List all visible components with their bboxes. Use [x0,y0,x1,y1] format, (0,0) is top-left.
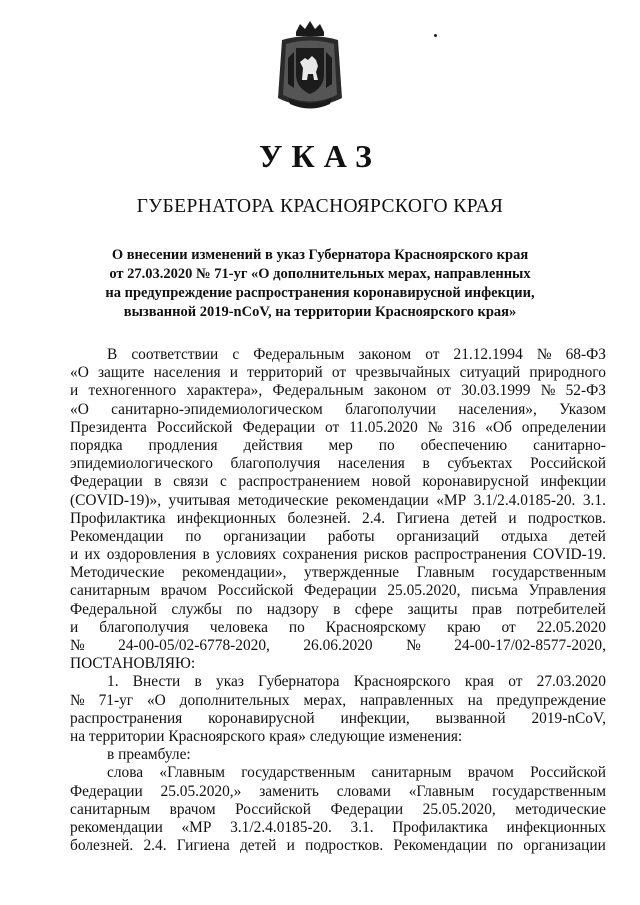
body-word: болезней. [70,837,134,855]
body-word: определении [521,418,606,436]
body-line [70,637,606,655]
body-line [70,401,606,419]
body-word: 2019-nCoV, [531,709,606,727]
body-word: Главным [416,564,475,582]
body-word: слова [107,764,144,782]
body-word: характера», [186,382,263,400]
body-word: Методические [70,564,165,582]
body-word: и [70,382,79,400]
body-word: Рекомендации [393,837,487,855]
body-word: и [286,837,295,855]
body-line [70,437,606,455]
body-word: указ [216,673,244,691]
body-word: Федеральным [253,346,345,363]
body-word: 30.03.1999 [461,382,531,400]
body-word: 2.4. [362,509,386,527]
body-word: № [540,382,556,400]
body-word: детей [569,527,606,545]
body-word: человека [209,618,268,636]
body-word: подростков. [305,837,384,855]
body-word: от [436,382,451,400]
body-word: Управления [528,582,606,600]
body-word: в [154,473,162,491]
body-word: заменить [259,782,319,800]
body-word: «О [70,364,89,382]
body-word: «Главным [159,764,225,782]
body-line [70,492,606,510]
body-word: государственным [241,764,356,782]
body-word: 11.05.2020 [349,418,418,436]
body-line [70,528,606,546]
body-line [70,673,606,691]
body-word: в [333,600,341,618]
body-word: коронавирусной [208,709,315,727]
body-word: № [70,637,85,654]
body-word: санитарным [70,800,151,818]
body-word: детей [239,837,277,855]
body-word: Российской [530,764,606,782]
body-word: 21.12.1994 [453,346,523,363]
body-word: их [84,546,101,564]
body-word: техногенного [88,382,177,400]
body-line [70,364,606,382]
body-word: рекомендации [70,818,163,836]
body-word: чрезвычайных [355,364,451,382]
body-line [70,764,606,782]
body-word: учитывая [168,491,231,509]
body-word: словами [336,782,391,800]
decree-heading [70,246,570,322]
body-word: письма [471,582,518,600]
body-word: порядка [70,436,123,454]
body-line [70,564,606,582]
body-word: субъектах [447,455,513,473]
heading-line: от 27.03.2020 № 71-уг «О дополнительных мерах, направленных [109,266,531,282]
body-word: Профилактика [392,818,488,836]
body-word: территорий [247,364,323,382]
body-word: и [70,618,79,636]
body-word: методические [237,491,329,509]
body-word: с [220,473,227,491]
body-word: государственным [492,782,606,800]
body-line [70,692,606,710]
body-word: направленных [359,691,454,709]
body-word: с [232,346,240,363]
body-word: № [406,637,421,654]
body-word: и [70,546,79,564]
body-word: государственным [492,564,606,582]
body-word: Федеральным [272,382,364,400]
body-word: 24-00-05/02-6778-2020, [118,637,270,654]
body-line [70,382,606,400]
body-word: законом [358,346,412,363]
decree-body [70,346,606,855]
body-word: врачом [467,764,514,782]
body-word: краю [447,618,481,636]
body-word: населения [337,455,405,473]
body-word: населения [153,364,221,382]
body-word: по [378,436,395,454]
body-line [70,710,606,728]
heading-line: О внесении изменений в указ Губернатора Красноярского края [111,247,529,263]
body-line [70,546,606,564]
body-word: Российской [217,582,294,600]
body-word: Указом [559,400,606,418]
body-line: на территории Красноярского края» следующие изменения: [70,727,463,745]
scan-speck [434,34,437,37]
body-word: действия [243,436,303,454]
body-line [70,837,606,855]
issuer-title: ГУБЕРНАТОРА КРАСНОЯРСКОГО КРАЯ [136,196,504,217]
body-word: инфекции [540,473,606,491]
body-word: 22.05.2020 [536,618,606,636]
body-word: защиты [407,600,458,618]
body-word: распространением [238,473,361,491]
body-word: Федеральной [70,600,157,618]
body-word: обеспечению [420,436,508,454]
body-word: 68-ФЗ [565,346,606,363]
coat-of-arms-icon [272,18,348,114]
body-word: Российской [235,800,311,818]
body-word: Президента [70,418,147,436]
body-word: в [202,546,210,564]
body-word: Российской [156,418,233,436]
body-line [70,419,606,437]
body-line [70,619,606,637]
body-word: Федерации [70,782,143,800]
body-word: предупреждение [496,691,606,709]
heading-line: на предупреждение распространения коронавирусной инфекции, [105,285,535,301]
body-word: новой [371,473,411,491]
body-word: службы [171,600,222,618]
body-word: 3.1. [350,818,374,836]
body-word: Губернатора [258,673,340,691]
body-word: потребителей [516,600,606,618]
body-word: «О [70,400,89,418]
body-word: работы [327,527,375,545]
body-word: инфекционных [176,509,277,527]
decree-title: УКАЗ [259,138,381,174]
body-word: ситуаций [459,364,521,382]
body-line [70,510,606,528]
body-word: от [325,418,340,436]
body-word: Рекомендации [70,527,164,545]
body-line: в преамбуле: [107,746,191,764]
body-word: 25.05.2020, [422,800,496,818]
body-word: 3.1. [582,491,606,509]
body-word: № [70,691,85,709]
body-word: 2.4. [143,837,167,855]
body-word: рисков [363,546,409,564]
body-word: болезней. [287,509,351,527]
body-word: дополнительных [179,691,290,709]
body-word: инфекции, [340,709,410,727]
body-word: организации [523,837,606,855]
body-word: Красноярскому [325,618,427,636]
body-word: продления [148,436,218,454]
body-word: на [467,691,483,709]
body-word: законом [373,382,427,400]
body-word: инфекционных [506,818,606,836]
body-word: прав [471,600,502,618]
body-line [70,455,606,473]
body-word: мер [328,436,353,454]
body-word: санитарно-эпидемиологическом [111,400,323,418]
body-word: врачом [169,800,216,818]
body-word: 52-ФЗ [565,382,606,400]
body-word: подростков. [527,509,606,527]
body-word: и [508,509,517,527]
body-word: Федерации [303,582,377,600]
body-word: 25.05.2020,» [160,782,242,800]
body-word: благополучия [99,618,189,636]
body-word: 3.1/2.4.0185-20. [230,818,332,836]
body-word: по [185,527,202,545]
body-word: № [427,418,443,436]
body-word: 25.05.2020, [387,582,461,600]
body-word: детей [460,509,498,527]
body-word: 71-уг [98,691,134,709]
body-word: эпидемиологического [70,455,213,473]
body-word: В [107,346,118,363]
body-word: 316 [452,418,476,436]
body-word: COVID-19. [532,546,606,564]
body-word: рекомендации», [182,564,287,582]
body-word: от [501,618,516,636]
body-word: организации [223,527,306,545]
body-word: населения», [458,400,537,418]
body-word: в [422,455,430,473]
body-word: 1. [107,673,119,691]
body-word: «МР [181,818,212,836]
body-word: 24-00-17/02-8577-2020, [454,637,606,654]
body-line [70,783,606,801]
body-word: в [194,673,202,691]
body-word: 26.06.2020 [303,637,373,654]
body-word: вызванной [435,709,506,727]
body-word: утвержденные [304,564,400,582]
body-word: от [331,364,347,382]
body-word: оздоровления [106,546,197,564]
body-word: и [229,364,239,382]
body-word: санитарным [371,764,452,782]
body-word: мерах, [303,691,347,709]
body-word: Гигиена [176,837,230,855]
body-word: коронавирусной [422,473,529,491]
body-word: Российской [530,455,606,473]
body-word: сфере [354,600,394,618]
body-word: Федерации [242,418,316,436]
body-word: благополучия [230,455,321,473]
body-word: Внести [132,673,181,691]
body-word: от [508,673,523,691]
body-word: Гигиена [396,509,450,527]
body-word: «Главным [408,782,475,800]
body-word: сохранения [282,546,358,564]
body-word: условиях [216,546,277,564]
body-word: организаций [396,527,480,545]
body-word: соответствии [131,346,219,363]
body-word: врачом [160,582,207,600]
body-word: по [497,837,514,855]
body-line [70,473,606,491]
body-word: по [288,618,305,636]
body-word: Федерации [70,473,143,491]
body-word: методические [515,800,606,818]
body-word: Красноярского [353,673,451,691]
body-word: от [425,346,440,363]
body-line [70,819,606,837]
body-word: рекомендации [335,491,429,509]
body-word: природного [529,364,606,382]
body-word: 3.1/2.4.0185-20. [473,491,576,509]
body-word: края [464,673,494,691]
body-line [70,582,606,600]
body-word: надзору [266,600,319,618]
body-word: связи [173,473,209,491]
body-line [70,601,606,619]
body-word: отдыха [501,527,548,545]
body-word: (COVID-19)», [70,491,162,509]
body-word: распространения [414,546,527,564]
body-word: «МР [436,491,467,509]
body-word: 27.03.2020 [536,673,606,691]
body-word: защите [97,364,145,382]
body-word: санитарно- [533,436,606,454]
body-word: «Об [485,418,512,436]
body-word: благополучии [345,400,436,418]
body-word: по [236,600,253,618]
body-word: распространения [70,709,183,727]
body-word: Федерации [330,800,404,818]
body-line [70,801,606,819]
heading-line: вызванной 2019-nCoV, на территории Красноярского края» [123,304,517,320]
body-word: № [536,346,552,363]
body-line: ПОСТАНОВЛЯЮ: [70,655,196,673]
body-word: санитарным [70,582,151,600]
body-word: «О [146,691,166,709]
body-word: Профилактика [70,509,166,527]
body-line [70,346,606,364]
